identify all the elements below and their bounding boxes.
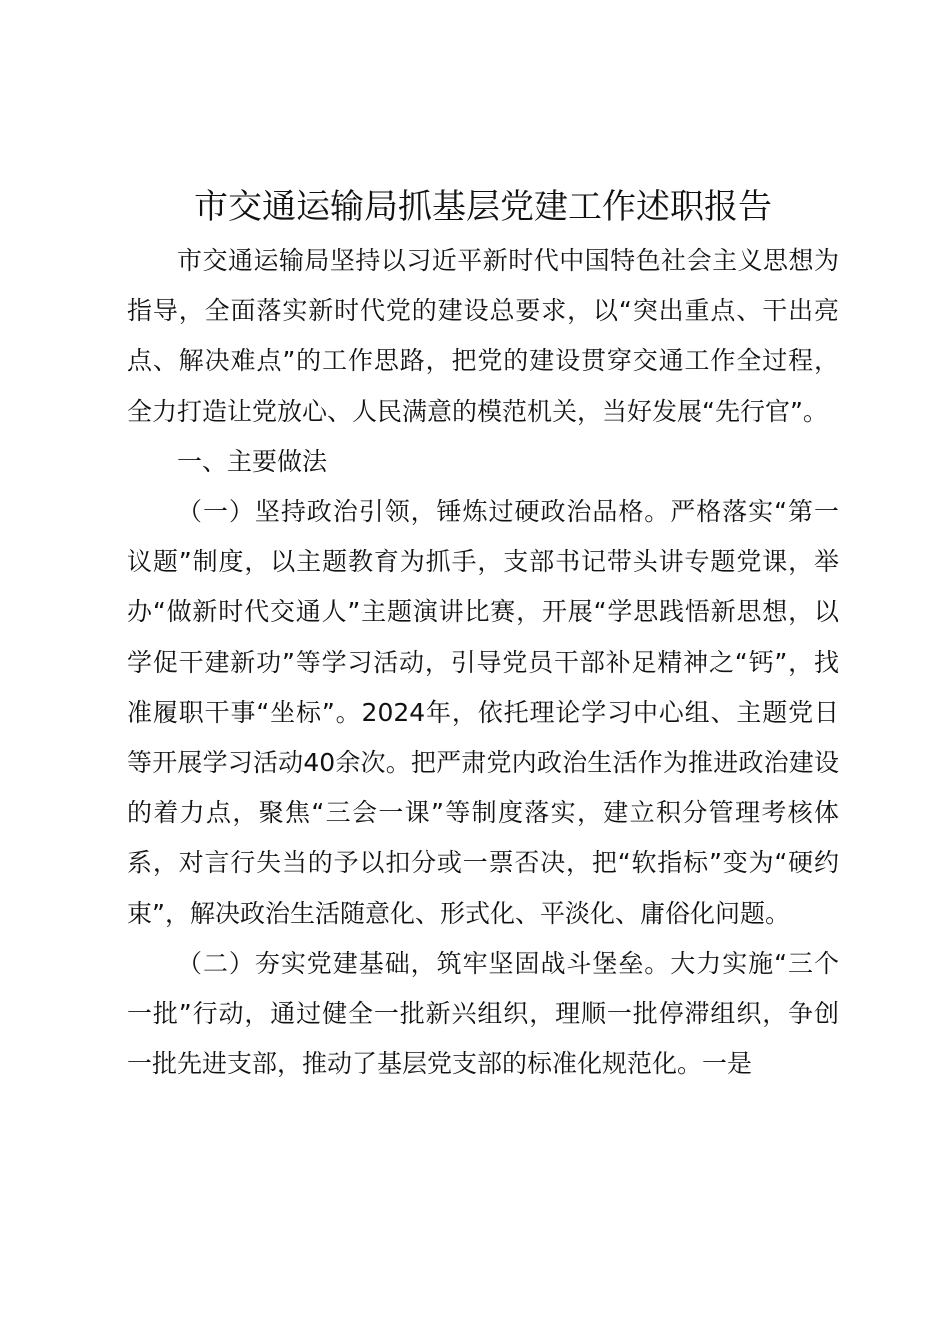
document-body: [127, 178, 839, 1089]
section-heading-main-practices: 一、主要做法: [177, 446, 328, 476]
intro-paragraph: 市交通运输局坚持以习近平新时代中国特色社会主义思想为指导，全面落实新时代党的建设总要求，以“突出重点、干出亮点、解决难点”的工作思路，把党的建设贯穿交通工作全过程，全力打造让党放心、人民满意的模范机关，当好发展“先行官”。: [127, 246, 839, 426]
document-title: 市交通运输局抓基层党建工作述职报告: [194, 187, 772, 227]
paragraph-political-leadership: （一）坚持政治引领，锤炼过硬政治品格。严格落实“第一议题”制度，以主题教育为抓手，支部书记带头讲专题党课，举办“做新时代交通人”主题演讲比赛，开展“学思践悟新思想，以学促干建新功”等学习活动，引导党员干部补足精神之“钙”，找准履职干事“坐标”。2024年，依托理论学习中心组、主题党日等开展学习活动40余次。把严肃党内政治生活作为推进政治建设的着力点，聚焦“三会一课”等制度落实，建立积分管理考核体系，对言行失当的予以扣分或一票否决，把“软指标”变为“硬约束”，解决政治生活随意化、形式化、平淡化、庸俗化问题。: [127, 497, 839, 928]
paragraph-party-building-foundation: （二）夯实党建基础，筑牢坚固战斗堡垒。大力实施“三个一批”行动，通过健全一批新兴组织，理顺一批停滞组织，争创一批先进支部，推动了基层党支部的标准化规范化。一是: [127, 948, 839, 1079]
